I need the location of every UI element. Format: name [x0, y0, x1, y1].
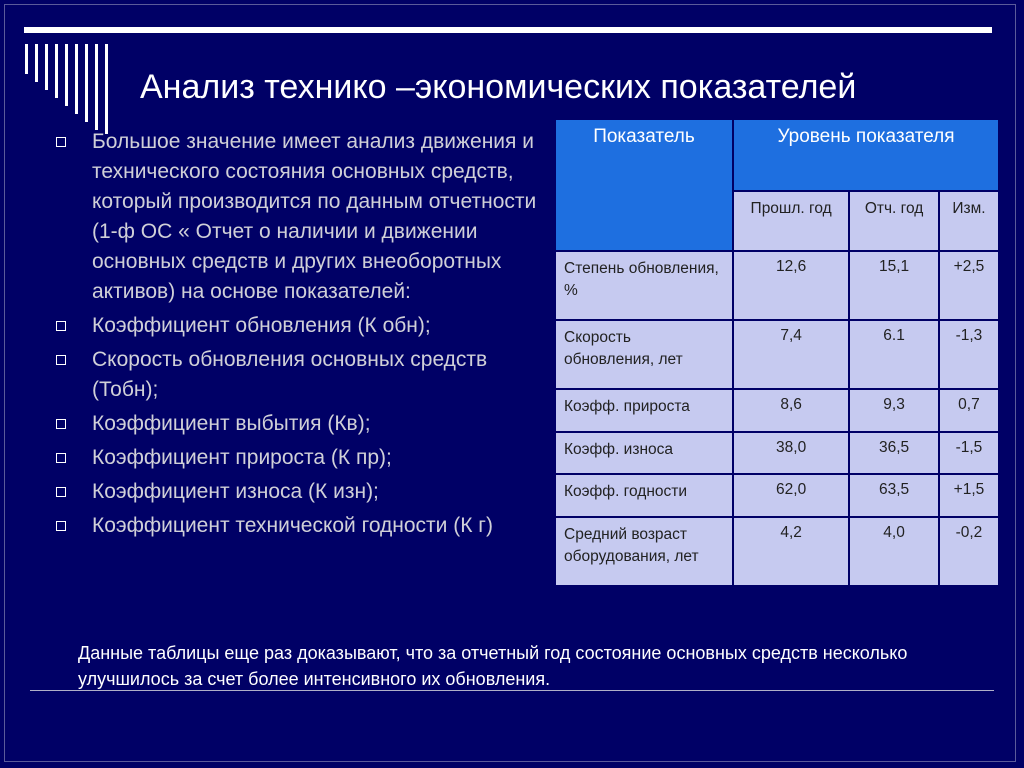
decor-bar: [35, 44, 38, 82]
square-bullet-icon: [56, 321, 66, 331]
indicators-table: [554, 118, 1000, 587]
cell-prev: 7,4: [733, 320, 849, 389]
bullet-text: Коэффициент обновления (К обн);: [92, 314, 431, 337]
table-row: [555, 389, 999, 432]
decor-bar: [105, 44, 108, 134]
square-bullet-icon: [56, 487, 66, 497]
bullet-item: [56, 511, 551, 541]
subheader-prev-year: Прошл. год: [733, 191, 849, 251]
cell-prev: 62,0: [733, 474, 849, 517]
table-row: [555, 251, 999, 320]
bullet-item: [56, 127, 551, 307]
row-label: Коэфф. прироста: [555, 389, 733, 432]
cell-prev: 8,6: [733, 389, 849, 432]
square-bullet-icon: [56, 137, 66, 147]
table-row: [555, 320, 999, 389]
cell-report: 36,5: [849, 432, 939, 475]
bottom-rule: [30, 690, 994, 691]
bullet-text: Скорость обновления основных средств (Тобн);: [92, 348, 488, 401]
cell-change: +1,5: [939, 474, 999, 517]
square-bullet-icon: [56, 453, 66, 463]
decor-bar: [45, 44, 48, 90]
bullet-text: Коэффициент выбытия (Кв);: [92, 412, 371, 435]
cell-report: 6.1: [849, 320, 939, 389]
cell-report: 15,1: [849, 251, 939, 320]
table-header-row: [555, 119, 999, 191]
square-bullet-icon: [56, 419, 66, 429]
bullet-item: [56, 345, 551, 405]
decor-bar: [25, 44, 28, 74]
header-level: Уровень показателя: [733, 119, 999, 191]
bullet-item: [56, 311, 551, 341]
cell-prev: 4,2: [733, 517, 849, 586]
cell-change: -1,3: [939, 320, 999, 389]
slide-title: Анализ технико –экономических показателей: [140, 68, 857, 106]
decor-bar: [55, 44, 58, 98]
cell-report: 63,5: [849, 474, 939, 517]
cell-change: 0,7: [939, 389, 999, 432]
summary-text: Данные таблицы еще раз доказывают, что за отчетный год состояние основных средств несколько улучшилось за счет более интенсивного их обновления.: [78, 643, 908, 689]
bullet-list: [56, 127, 551, 545]
bullet-text: Большое значение имеет анализ движения и технического состояния основных средств, который производится по данным отчетности (1-ф ОС « Отчет о наличии и движении основных средств и других внеоборотных активов) на основе показателей:: [92, 130, 537, 303]
row-label: Средний возраст оборудования, лет: [555, 517, 733, 586]
header-indicator: Показатель: [555, 119, 733, 251]
bullet-text: Коэффициент прироста (К пр);: [92, 446, 392, 469]
cell-change: -1,5: [939, 432, 999, 475]
table-row: [555, 474, 999, 517]
subheader-report-year: Отч. год: [849, 191, 939, 251]
bullet-item: [56, 477, 551, 507]
cell-prev: 12,6: [733, 251, 849, 320]
table-row: [555, 432, 999, 475]
decor-bar: [85, 44, 88, 122]
cell-change: -0,2: [939, 517, 999, 586]
square-bullet-icon: [56, 355, 66, 365]
cell-report: 9,3: [849, 389, 939, 432]
subheader-change: Изм.: [939, 191, 999, 251]
cell-prev: 38,0: [733, 432, 849, 475]
bullet-text: Коэффициент износа (К изн);: [92, 480, 379, 503]
decor-bar: [65, 44, 68, 106]
square-bullet-icon: [56, 521, 66, 531]
table-row: [555, 517, 999, 586]
cell-change: +2,5: [939, 251, 999, 320]
row-label: Скорость обновления, лет: [555, 320, 733, 389]
row-label: Коэфф. годности: [555, 474, 733, 517]
decorative-bars: [25, 44, 115, 134]
row-label: Степень обновления, %: [555, 251, 733, 320]
decor-bar: [95, 44, 98, 130]
bullet-item: [56, 443, 551, 473]
top-rule: [24, 27, 992, 33]
bullet-item: [56, 409, 551, 439]
row-label: Коэфф. износа: [555, 432, 733, 475]
bullet-text: Коэффициент технической годности (К г): [92, 514, 493, 537]
decor-bar: [75, 44, 78, 114]
cell-report: 4,0: [849, 517, 939, 586]
